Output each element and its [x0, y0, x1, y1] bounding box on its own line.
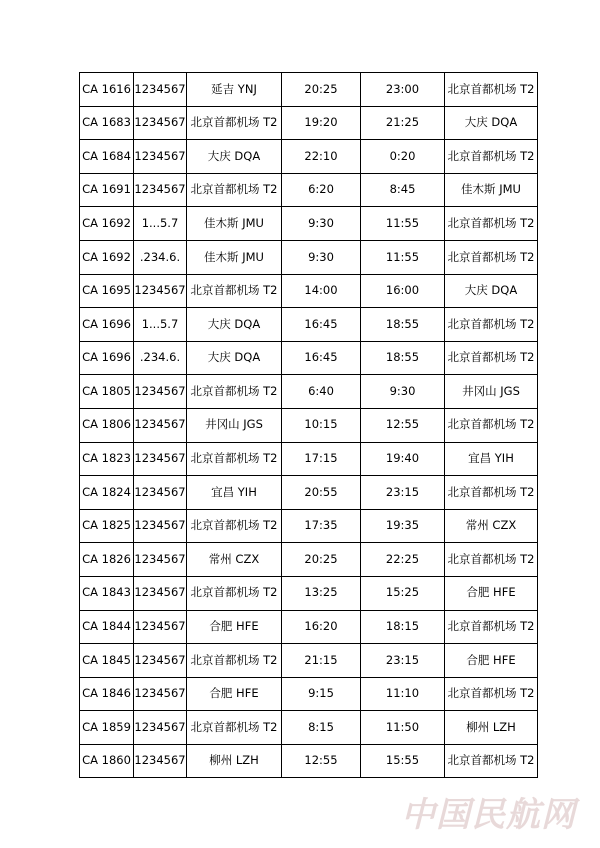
flight-timetable	[79, 72, 538, 778]
flight-number-cell: CA 1860	[80, 744, 134, 778]
flight-number-cell: CA 1691	[80, 173, 134, 207]
origin-cell: 合肥 HFE	[187, 677, 282, 711]
origin-cell: 柳州 LZH	[187, 744, 282, 778]
destination-cell: 北京首都机场 T2	[445, 140, 538, 174]
departure-time-cell: 10:15	[282, 408, 361, 442]
origin-cell: 井冈山 JGS	[187, 408, 282, 442]
origin-cell: 宜昌 YIH	[187, 476, 282, 510]
destination-cell: 大庆 DQA	[445, 274, 538, 308]
table-row	[80, 140, 538, 174]
flight-number-cell: CA 1684	[80, 140, 134, 174]
departure-time-cell: 16:45	[282, 341, 361, 375]
origin-cell: 北京首都机场 T2	[187, 375, 282, 409]
origin-cell: 北京首都机场 T2	[187, 711, 282, 745]
departure-time-cell: 20:25	[282, 543, 361, 577]
table-row	[80, 744, 538, 778]
operating-days-cell: 1234567	[134, 610, 187, 644]
departure-time-cell: 22:10	[282, 140, 361, 174]
table-row	[80, 106, 538, 140]
table-row	[80, 677, 538, 711]
departure-time-cell: 17:15	[282, 442, 361, 476]
table-row	[80, 610, 538, 644]
origin-cell: 大庆 DQA	[187, 341, 282, 375]
arrival-time-cell: 8:45	[361, 173, 445, 207]
flight-number-cell: CA 1692	[80, 207, 134, 241]
flight-number-cell: CA 1695	[80, 274, 134, 308]
arrival-time-cell: 11:55	[361, 240, 445, 274]
flight-number-cell: CA 1823	[80, 442, 134, 476]
operating-days-cell: 1234567	[134, 442, 187, 476]
origin-cell: 北京首都机场 T2	[187, 173, 282, 207]
origin-cell: 合肥 HFE	[187, 610, 282, 644]
arrival-time-cell: 18:55	[361, 308, 445, 342]
departure-time-cell: 20:25	[282, 73, 361, 107]
timetable-body	[80, 73, 538, 778]
flight-number-cell: CA 1844	[80, 610, 134, 644]
operating-days-cell: 1234567	[134, 73, 187, 107]
departure-time-cell: 21:15	[282, 644, 361, 678]
departure-time-cell: 9:30	[282, 240, 361, 274]
origin-cell: 北京首都机场 T2	[187, 274, 282, 308]
origin-cell: 大庆 DQA	[187, 140, 282, 174]
operating-days-cell: 1234567	[134, 644, 187, 678]
watermark-logo: 中国民航网	[401, 795, 576, 835]
departure-time-cell: 9:15	[282, 677, 361, 711]
operating-days-cell: 1234567	[134, 509, 187, 543]
arrival-time-cell: 0:20	[361, 140, 445, 174]
arrival-time-cell: 9:30	[361, 375, 445, 409]
table-row	[80, 240, 538, 274]
table-row	[80, 644, 538, 678]
table-row	[80, 173, 538, 207]
table-row	[80, 308, 538, 342]
arrival-time-cell: 22:25	[361, 543, 445, 577]
departure-time-cell: 17:35	[282, 509, 361, 543]
departure-time-cell: 9:30	[282, 207, 361, 241]
flight-number-cell: CA 1846	[80, 677, 134, 711]
table-row	[80, 375, 538, 409]
table-row	[80, 476, 538, 510]
arrival-time-cell: 23:15	[361, 644, 445, 678]
operating-days-cell: .234.6.	[134, 341, 187, 375]
arrival-time-cell: 15:25	[361, 576, 445, 610]
destination-cell: 北京首都机场 T2	[445, 341, 538, 375]
flight-number-cell: CA 1824	[80, 476, 134, 510]
origin-cell: 北京首都机场 T2	[187, 106, 282, 140]
departure-time-cell: 13:25	[282, 576, 361, 610]
departure-time-cell: 14:00	[282, 274, 361, 308]
flight-number-cell: CA 1806	[80, 408, 134, 442]
departure-time-cell: 20:55	[282, 476, 361, 510]
operating-days-cell: 1234567	[134, 140, 187, 174]
destination-cell: 常州 CZX	[445, 509, 538, 543]
origin-cell: 佳木斯 JMU	[187, 207, 282, 241]
origin-cell: 北京首都机场 T2	[187, 576, 282, 610]
operating-days-cell: 1234567	[134, 106, 187, 140]
arrival-time-cell: 19:35	[361, 509, 445, 543]
arrival-time-cell: 12:55	[361, 408, 445, 442]
table-row	[80, 543, 538, 577]
flight-number-cell: CA 1843	[80, 576, 134, 610]
destination-cell: 北京首都机场 T2	[445, 677, 538, 711]
arrival-time-cell: 23:15	[361, 476, 445, 510]
departure-time-cell: 8:15	[282, 711, 361, 745]
operating-days-cell: .234.6.	[134, 240, 187, 274]
arrival-time-cell: 21:25	[361, 106, 445, 140]
arrival-time-cell: 15:55	[361, 744, 445, 778]
operating-days-cell: 1234567	[134, 677, 187, 711]
flight-number-cell: CA 1683	[80, 106, 134, 140]
arrival-time-cell: 11:10	[361, 677, 445, 711]
arrival-time-cell: 23:00	[361, 73, 445, 107]
arrival-time-cell: 19:40	[361, 442, 445, 476]
operating-days-cell: 1234567	[134, 744, 187, 778]
table-row	[80, 73, 538, 107]
origin-cell: 延吉 YNJ	[187, 73, 282, 107]
table-row	[80, 442, 538, 476]
arrival-time-cell: 18:55	[361, 341, 445, 375]
origin-cell: 大庆 DQA	[187, 308, 282, 342]
destination-cell: 宜昌 YIH	[445, 442, 538, 476]
destination-cell: 佳木斯 JMU	[445, 173, 538, 207]
destination-cell: 柳州 LZH	[445, 711, 538, 745]
table-row	[80, 207, 538, 241]
origin-cell: 常州 CZX	[187, 543, 282, 577]
destination-cell: 北京首都机场 T2	[445, 73, 538, 107]
destination-cell: 合肥 HFE	[445, 576, 538, 610]
destination-cell: 北京首都机场 T2	[445, 610, 538, 644]
destination-cell: 北京首都机场 T2	[445, 476, 538, 510]
destination-cell: 北京首都机场 T2	[445, 744, 538, 778]
operating-days-cell: 1234567	[134, 476, 187, 510]
operating-days-cell: 1...5.7	[134, 308, 187, 342]
table-row	[80, 576, 538, 610]
operating-days-cell: 1234567	[134, 375, 187, 409]
arrival-time-cell: 11:55	[361, 207, 445, 241]
flight-number-cell: CA 1692	[80, 240, 134, 274]
destination-cell: 合肥 HFE	[445, 644, 538, 678]
arrival-time-cell: 11:50	[361, 711, 445, 745]
flight-number-cell: CA 1826	[80, 543, 134, 577]
timetable-container	[79, 72, 538, 778]
operating-days-cell: 1234567	[134, 543, 187, 577]
arrival-time-cell: 16:00	[361, 274, 445, 308]
flight-number-cell: CA 1859	[80, 711, 134, 745]
table-row	[80, 408, 538, 442]
destination-cell: 北京首都机场 T2	[445, 207, 538, 241]
flight-number-cell: CA 1696	[80, 341, 134, 375]
operating-days-cell: 1...5.7	[134, 207, 187, 241]
origin-cell: 北京首都机场 T2	[187, 644, 282, 678]
operating-days-cell: 1234567	[134, 711, 187, 745]
destination-cell: 北京首都机场 T2	[445, 308, 538, 342]
flight-number-cell: CA 1825	[80, 509, 134, 543]
origin-cell: 北京首都机场 T2	[187, 442, 282, 476]
flight-number-cell: CA 1696	[80, 308, 134, 342]
origin-cell: 北京首都机场 T2	[187, 509, 282, 543]
flight-number-cell: CA 1845	[80, 644, 134, 678]
destination-cell: 井冈山 JGS	[445, 375, 538, 409]
departure-time-cell: 12:55	[282, 744, 361, 778]
flight-number-cell: CA 1805	[80, 375, 134, 409]
operating-days-cell: 1234567	[134, 408, 187, 442]
departure-time-cell: 6:40	[282, 375, 361, 409]
destination-cell: 北京首都机场 T2	[445, 240, 538, 274]
table-row	[80, 341, 538, 375]
operating-days-cell: 1234567	[134, 173, 187, 207]
destination-cell: 北京首都机场 T2	[445, 543, 538, 577]
operating-days-cell: 1234567	[134, 274, 187, 308]
table-row	[80, 274, 538, 308]
departure-time-cell: 19:20	[282, 106, 361, 140]
flight-number-cell: CA 1616	[80, 73, 134, 107]
departure-time-cell: 16:45	[282, 308, 361, 342]
table-row	[80, 711, 538, 745]
arrival-time-cell: 18:15	[361, 610, 445, 644]
table-row	[80, 509, 538, 543]
operating-days-cell: 1234567	[134, 576, 187, 610]
destination-cell: 大庆 DQA	[445, 106, 538, 140]
departure-time-cell: 16:20	[282, 610, 361, 644]
destination-cell: 北京首都机场 T2	[445, 408, 538, 442]
departure-time-cell: 6:20	[282, 173, 361, 207]
origin-cell: 佳木斯 JMU	[187, 240, 282, 274]
